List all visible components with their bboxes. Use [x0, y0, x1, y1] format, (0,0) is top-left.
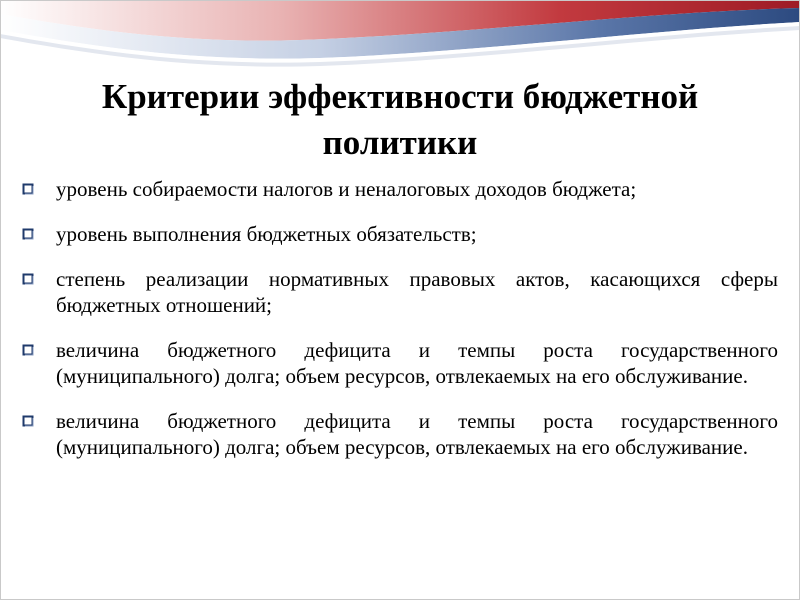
list-item [20, 176, 778, 202]
list-item-text: степень реализации нормативных правовых актов, касающихся сферы бюджетных отношений; [56, 267, 778, 317]
hollow-square-bullet-icon [22, 183, 34, 195]
hollow-square-bullet-icon [22, 415, 34, 427]
list-item-text: величина бюджетного дефицита и темпы роста государственного (муниципального) долга; объем ресурсов, отвлекаемых на его обслуживание. [56, 338, 778, 388]
list-item-text: величина бюджетного дефицита и темпы роста государственного (муниципального) долга; объем ресурсов, отвлекаемых на его обслуживание. [56, 409, 778, 459]
hollow-square-bullet-icon [22, 344, 34, 356]
list-item-text: уровень собираемости налогов и неналоговых доходов бюджета; [56, 177, 637, 201]
list-item [20, 221, 778, 247]
list-item-text: уровень выполнения бюджетных обязательств; [56, 222, 477, 246]
list-item [20, 337, 778, 389]
hollow-square-bullet-icon [22, 273, 34, 285]
list-item [20, 266, 778, 318]
hollow-square-bullet-icon [22, 228, 34, 240]
decorative-banner [0, 0, 800, 80]
slide-title: Критерии эффективности бюджетной политики [101, 77, 699, 162]
list-item [20, 408, 778, 460]
criteria-list [20, 176, 778, 479]
